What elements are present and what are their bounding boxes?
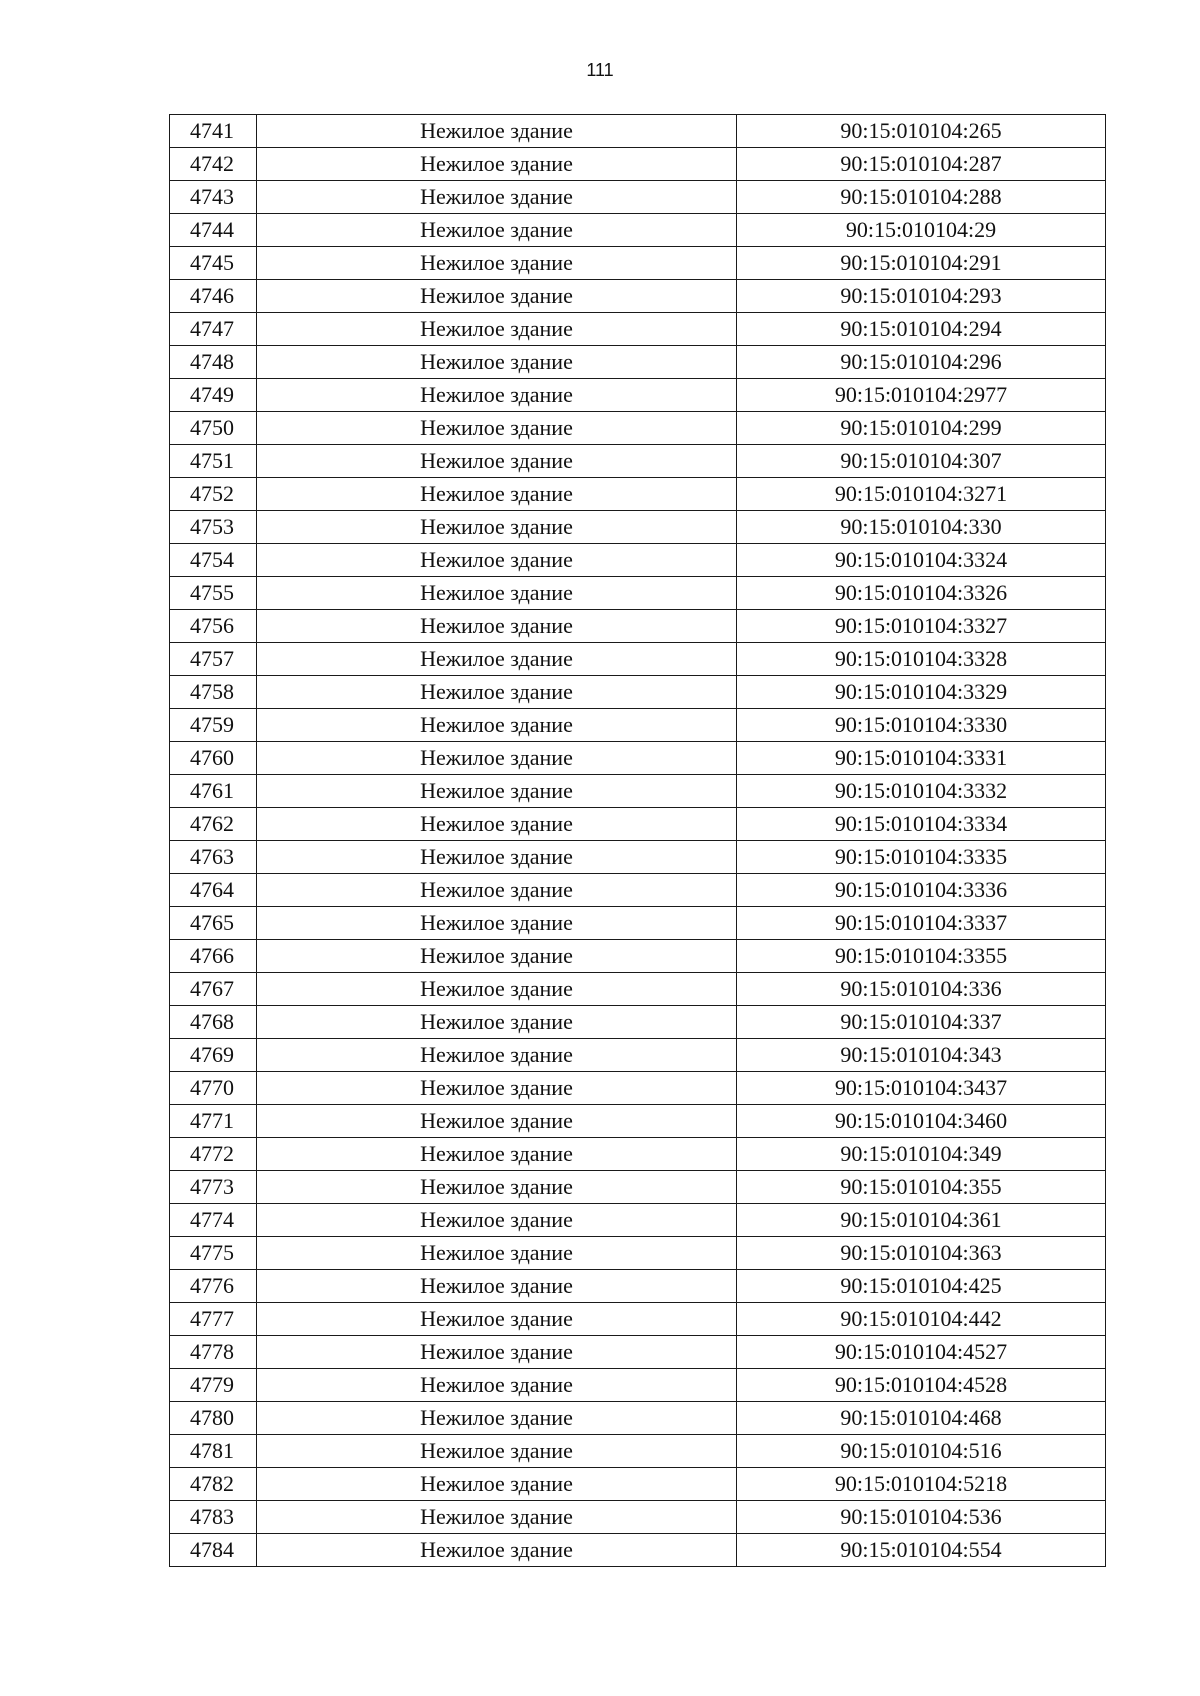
object-name-cell: Нежилое здание xyxy=(257,181,737,214)
object-name-cell: Нежилое здание xyxy=(257,148,737,181)
object-name-cell: Нежилое здание xyxy=(257,511,737,544)
object-name-cell: Нежилое здание xyxy=(257,313,737,346)
cadastral-number-cell: 90:15:010104:337 xyxy=(737,1006,1106,1039)
row-number-cell: 4751 xyxy=(170,445,257,478)
row-number-cell: 4781 xyxy=(170,1435,257,1468)
cadastral-number-cell: 90:15:010104:3324 xyxy=(737,544,1106,577)
row-number-cell: 4765 xyxy=(170,907,257,940)
row-number-cell: 4756 xyxy=(170,610,257,643)
object-name-cell: Нежилое здание xyxy=(257,445,737,478)
table-row xyxy=(170,379,1106,412)
table-row xyxy=(170,841,1106,874)
object-name-cell: Нежилое здание xyxy=(257,1039,737,1072)
row-number-cell: 4749 xyxy=(170,379,257,412)
cadastral-number-cell: 90:15:010104:287 xyxy=(737,148,1106,181)
row-number-cell: 4757 xyxy=(170,643,257,676)
row-number-cell: 4779 xyxy=(170,1369,257,1402)
row-number-cell: 4754 xyxy=(170,544,257,577)
table-row xyxy=(170,511,1106,544)
table-row xyxy=(170,1336,1106,1369)
table-row xyxy=(170,1501,1106,1534)
object-name-cell: Нежилое здание xyxy=(257,577,737,610)
table-row xyxy=(170,808,1106,841)
table-row xyxy=(170,1237,1106,1270)
table-row xyxy=(170,1072,1106,1105)
cadastral-number-cell: 90:15:010104:468 xyxy=(737,1402,1106,1435)
row-number-cell: 4782 xyxy=(170,1468,257,1501)
table-row xyxy=(170,115,1106,148)
table-row xyxy=(170,445,1106,478)
object-name-cell: Нежилое здание xyxy=(257,973,737,1006)
cadastral-number-cell: 90:15:010104:343 xyxy=(737,1039,1106,1072)
row-number-cell: 4750 xyxy=(170,412,257,445)
cadastral-number-cell: 90:15:010104:299 xyxy=(737,412,1106,445)
cadastral-number-cell: 90:15:010104:3331 xyxy=(737,742,1106,775)
cadastral-number-cell: 90:15:010104:536 xyxy=(737,1501,1106,1534)
cadastral-number-cell: 90:15:010104:336 xyxy=(737,973,1106,1006)
table-row xyxy=(170,874,1106,907)
row-number-cell: 4744 xyxy=(170,214,257,247)
object-name-cell: Нежилое здание xyxy=(257,247,737,280)
table-row xyxy=(170,214,1106,247)
table-row xyxy=(170,1435,1106,1468)
table-row xyxy=(170,775,1106,808)
table-row xyxy=(170,1006,1106,1039)
table-row xyxy=(170,478,1106,511)
table-row xyxy=(170,1138,1106,1171)
object-name-cell: Нежилое здание xyxy=(257,907,737,940)
cadastral-number-cell: 90:15:010104:3437 xyxy=(737,1072,1106,1105)
row-number-cell: 4760 xyxy=(170,742,257,775)
table-row xyxy=(170,577,1106,610)
row-number-cell: 4772 xyxy=(170,1138,257,1171)
cadastral-number-cell: 90:15:010104:3332 xyxy=(737,775,1106,808)
object-name-cell: Нежилое здание xyxy=(257,940,737,973)
object-name-cell: Нежилое здание xyxy=(257,1138,737,1171)
object-name-cell: Нежилое здание xyxy=(257,115,737,148)
row-number-cell: 4741 xyxy=(170,115,257,148)
object-name-cell: Нежилое здание xyxy=(257,1171,737,1204)
table-row xyxy=(170,940,1106,973)
object-name-cell: Нежилое здание xyxy=(257,412,737,445)
cadastral-number-cell: 90:15:010104:3336 xyxy=(737,874,1106,907)
cadastral-number-cell: 90:15:010104:265 xyxy=(737,115,1106,148)
row-number-cell: 4743 xyxy=(170,181,257,214)
cadastral-number-cell: 90:15:010104:363 xyxy=(737,1237,1106,1270)
row-number-cell: 4767 xyxy=(170,973,257,1006)
row-number-cell: 4770 xyxy=(170,1072,257,1105)
table-row xyxy=(170,1270,1106,1303)
table-row xyxy=(170,1468,1106,1501)
cadastral-number-cell: 90:15:010104:4528 xyxy=(737,1369,1106,1402)
object-name-cell: Нежилое здание xyxy=(257,874,737,907)
cadastral-number-cell: 90:15:010104:3335 xyxy=(737,841,1106,874)
cadastral-number-cell: 90:15:010104:554 xyxy=(737,1534,1106,1567)
cadastral-number-cell: 90:15:010104:3328 xyxy=(737,643,1106,676)
object-name-cell: Нежилое здание xyxy=(257,280,737,313)
cadastral-number-cell: 90:15:010104:296 xyxy=(737,346,1106,379)
cadastral-number-cell: 90:15:010104:291 xyxy=(737,247,1106,280)
cadastral-number-cell: 90:15:010104:361 xyxy=(737,1204,1106,1237)
table-row xyxy=(170,907,1106,940)
cadastral-number-cell: 90:15:010104:330 xyxy=(737,511,1106,544)
table-row xyxy=(170,676,1106,709)
row-number-cell: 4758 xyxy=(170,676,257,709)
object-name-cell: Нежилое здание xyxy=(257,1105,737,1138)
table-row xyxy=(170,709,1106,742)
cadastral-number-cell: 90:15:010104:294 xyxy=(737,313,1106,346)
row-number-cell: 4752 xyxy=(170,478,257,511)
table-row xyxy=(170,1171,1106,1204)
object-name-cell: Нежилое здание xyxy=(257,610,737,643)
table-row xyxy=(170,148,1106,181)
row-number-cell: 4745 xyxy=(170,247,257,280)
table-row xyxy=(170,1534,1106,1567)
object-name-cell: Нежилое здание xyxy=(257,1204,737,1237)
cadastral-number-cell: 90:15:010104:3460 xyxy=(737,1105,1106,1138)
row-number-cell: 4771 xyxy=(170,1105,257,1138)
object-name-cell: Нежилое здание xyxy=(257,1435,737,1468)
object-name-cell: Нежилое здание xyxy=(257,1303,737,1336)
cadastral-number-cell: 90:15:010104:3271 xyxy=(737,478,1106,511)
table-row xyxy=(170,346,1106,379)
row-number-cell: 4775 xyxy=(170,1237,257,1270)
row-number-cell: 4768 xyxy=(170,1006,257,1039)
page-number: 111 xyxy=(586,60,614,80)
row-number-cell: 4784 xyxy=(170,1534,257,1567)
table-row xyxy=(170,643,1106,676)
cadastral-number-cell: 90:15:010104:3326 xyxy=(737,577,1106,610)
cadastral-number-cell: 90:15:010104:29 xyxy=(737,214,1106,247)
object-name-cell: Нежилое здание xyxy=(257,1402,737,1435)
cadastral-number-cell: 90:15:010104:288 xyxy=(737,181,1106,214)
row-number-cell: 4778 xyxy=(170,1336,257,1369)
object-name-cell: Нежилое здание xyxy=(257,1237,737,1270)
object-name-cell: Нежилое здание xyxy=(257,214,737,247)
object-name-cell: Нежилое здание xyxy=(257,346,737,379)
row-number-cell: 4766 xyxy=(170,940,257,973)
cadastral-number-cell: 90:15:010104:3329 xyxy=(737,676,1106,709)
object-name-cell: Нежилое здание xyxy=(257,775,737,808)
table-row xyxy=(170,181,1106,214)
row-number-cell: 4777 xyxy=(170,1303,257,1336)
table-row xyxy=(170,1204,1106,1237)
row-number-cell: 4783 xyxy=(170,1501,257,1534)
cadastral-number-cell: 90:15:010104:3337 xyxy=(737,907,1106,940)
row-number-cell: 4755 xyxy=(170,577,257,610)
row-number-cell: 4764 xyxy=(170,874,257,907)
object-name-cell: Нежилое здание xyxy=(257,841,737,874)
table-row xyxy=(170,1402,1106,1435)
cadastral-number-cell: 90:15:010104:3330 xyxy=(737,709,1106,742)
row-number-cell: 4763 xyxy=(170,841,257,874)
table-row xyxy=(170,1369,1106,1402)
row-number-cell: 4761 xyxy=(170,775,257,808)
object-name-cell: Нежилое здание xyxy=(257,1468,737,1501)
object-name-cell: Нежилое здание xyxy=(257,478,737,511)
object-name-cell: Нежилое здание xyxy=(257,808,737,841)
object-name-cell: Нежилое здание xyxy=(257,676,737,709)
cadastral-number-cell: 90:15:010104:3334 xyxy=(737,808,1106,841)
object-name-cell: Нежилое здание xyxy=(257,544,737,577)
row-number-cell: 4762 xyxy=(170,808,257,841)
table-row xyxy=(170,412,1106,445)
cadastral-number-cell: 90:15:010104:3327 xyxy=(737,610,1106,643)
row-number-cell: 4742 xyxy=(170,148,257,181)
object-name-cell: Нежилое здание xyxy=(257,1270,737,1303)
row-number-cell: 4774 xyxy=(170,1204,257,1237)
object-name-cell: Нежилое здание xyxy=(257,1072,737,1105)
row-number-cell: 4773 xyxy=(170,1171,257,1204)
cadastral-number-cell: 90:15:010104:5218 xyxy=(737,1468,1106,1501)
table-row xyxy=(170,1105,1106,1138)
cadastral-number-cell: 90:15:010104:516 xyxy=(737,1435,1106,1468)
table-row xyxy=(170,610,1106,643)
row-number-cell: 4746 xyxy=(170,280,257,313)
object-name-cell: Нежилое здание xyxy=(257,1336,737,1369)
cadastral-number-cell: 90:15:010104:3355 xyxy=(737,940,1106,973)
cadastral-number-cell: 90:15:010104:307 xyxy=(737,445,1106,478)
table-row xyxy=(170,247,1106,280)
object-name-cell: Нежилое здание xyxy=(257,379,737,412)
cadastral-number-cell: 90:15:010104:442 xyxy=(737,1303,1106,1336)
object-name-cell: Нежилое здание xyxy=(257,742,737,775)
row-number-cell: 4748 xyxy=(170,346,257,379)
object-name-cell: Нежилое здание xyxy=(257,643,737,676)
object-name-cell: Нежилое здание xyxy=(257,1369,737,1402)
cadastral-number-cell: 90:15:010104:349 xyxy=(737,1138,1106,1171)
table-row xyxy=(170,313,1106,346)
table-body xyxy=(170,115,1106,1567)
object-name-cell: Нежилое здание xyxy=(257,1006,737,1039)
row-number-cell: 4753 xyxy=(170,511,257,544)
cadastral-number-cell: 90:15:010104:293 xyxy=(737,280,1106,313)
table-row xyxy=(170,544,1106,577)
object-name-cell: Нежилое здание xyxy=(257,1501,737,1534)
table-row xyxy=(170,973,1106,1006)
row-number-cell: 4769 xyxy=(170,1039,257,1072)
object-name-cell: Нежилое здание xyxy=(257,709,737,742)
table-row xyxy=(170,742,1106,775)
row-number-cell: 4776 xyxy=(170,1270,257,1303)
cadastral-number-cell: 90:15:010104:4527 xyxy=(737,1336,1106,1369)
row-number-cell: 4780 xyxy=(170,1402,257,1435)
row-number-cell: 4759 xyxy=(170,709,257,742)
cadastral-number-cell: 90:15:010104:355 xyxy=(737,1171,1106,1204)
table-row xyxy=(170,280,1106,313)
table-row xyxy=(170,1303,1106,1336)
cadastral-number-cell: 90:15:010104:425 xyxy=(737,1270,1106,1303)
row-number-cell: 4747 xyxy=(170,313,257,346)
table-row xyxy=(170,1039,1106,1072)
cadastral-number-cell: 90:15:010104:2977 xyxy=(737,379,1106,412)
object-name-cell: Нежилое здание xyxy=(257,1534,737,1567)
registry-table xyxy=(169,114,1106,1567)
